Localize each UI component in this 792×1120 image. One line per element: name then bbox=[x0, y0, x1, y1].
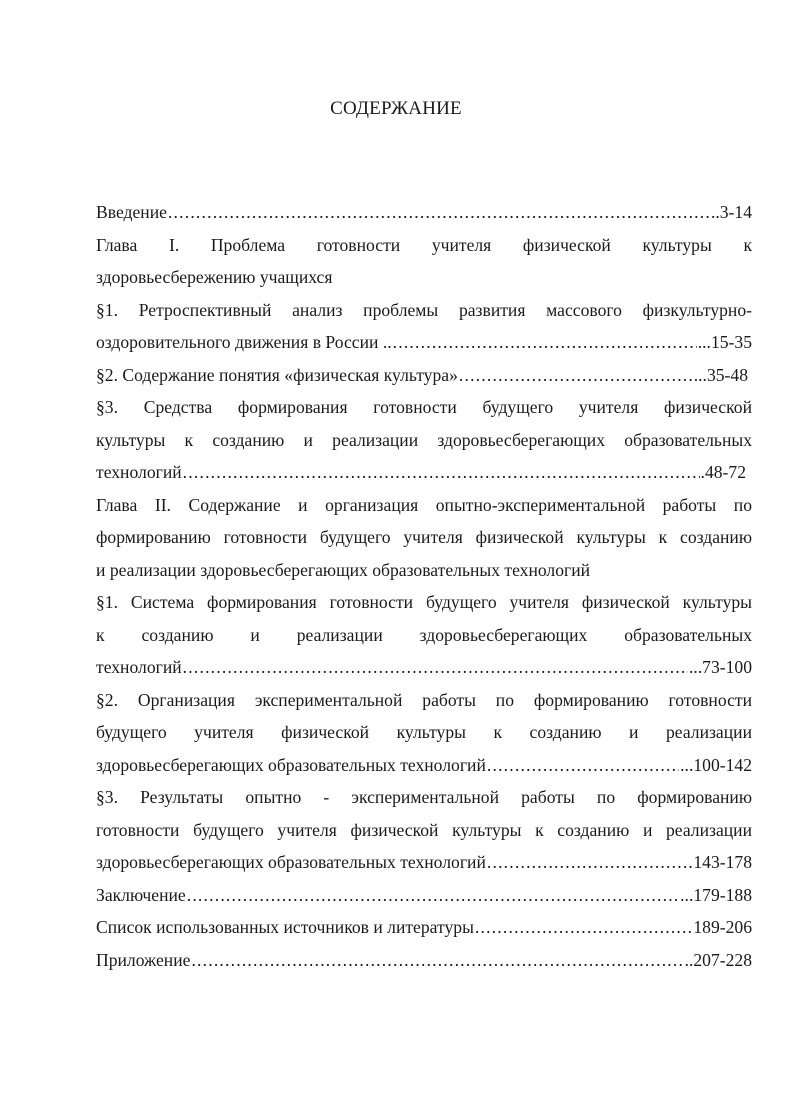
leader-dots bbox=[183, 456, 700, 489]
toc-entry-title: оздоровительного движения в России .. bbox=[96, 332, 392, 352]
toc-section-2-3-line-1: §3. Результаты опытно - экспериментальной работы по формированию bbox=[96, 787, 752, 807]
toc-entry-title: здоровьесберегающих образовательных технологий bbox=[96, 852, 486, 872]
toc-entry-pages: ..207-228 bbox=[684, 949, 752, 970]
toc-entry-pages: .48-72 bbox=[700, 462, 746, 482]
toc-entry-title: Заключение bbox=[96, 884, 186, 905]
toc-chapter-2-line-2: формированию готовности будущего учителя физической культуры к созданию bbox=[96, 527, 752, 547]
leader-dots bbox=[183, 651, 688, 684]
toc-section-1-1-line-1: §1. Ретроспективный анализ проблемы развития массового физкультурно- bbox=[96, 299, 752, 320]
toc-section-2-3-line-3 bbox=[96, 846, 752, 879]
toc-section-2-2-line-2: будущего учителя физической культуры к созданию и реализации bbox=[96, 722, 752, 742]
leader-dots bbox=[393, 326, 697, 359]
toc-entry-title: здоровьесберегающих образовательных технологий bbox=[96, 754, 486, 775]
toc-section-1-1-line-2 bbox=[96, 326, 752, 359]
toc-entry-pages: 143-178 bbox=[693, 852, 752, 872]
leader-dots bbox=[487, 846, 692, 879]
leader-dots bbox=[475, 911, 692, 944]
toc-section-1-2 bbox=[96, 359, 748, 392]
toc-entry-title: Введение bbox=[96, 202, 167, 222]
toc-section-1-3-line-1: §3. Средства формирования готовности будущего учителя физической bbox=[96, 397, 752, 417]
toc-entry-intro bbox=[96, 196, 752, 229]
toc-chapter-1-line-1: Глава I. Проблема готовности учителя физической культуры к bbox=[96, 234, 752, 255]
toc-entry-title: технологий bbox=[96, 462, 182, 482]
toc-entry-pages: ..3-14 bbox=[710, 202, 752, 222]
toc-section-2-1-line-3 bbox=[96, 651, 752, 684]
toc-chapter-2-line-1: Глава II. Содержание и организация опытно-экспериментальной работы по bbox=[96, 494, 752, 515]
toc-entry-pages: ...73-100 bbox=[688, 657, 752, 677]
toc-section-2-3-line-2: готовности будущего учителя физической культуры к созданию и реализации bbox=[96, 819, 752, 840]
table-of-contents bbox=[96, 196, 752, 976]
leader-dots bbox=[459, 359, 693, 392]
toc-entry-title: Приложение bbox=[96, 949, 191, 970]
leader-dots bbox=[187, 879, 679, 912]
toc-entry-title: технологий bbox=[96, 657, 182, 677]
toc-chapter-2-line-3: и реализации здоровьесберегающих образовательных технологий bbox=[96, 559, 591, 580]
toc-entry-appendix bbox=[96, 944, 752, 977]
toc-entry-conclusion bbox=[96, 879, 752, 912]
toc-entry-sources bbox=[96, 911, 752, 944]
toc-entry-pages: ...179-188 bbox=[680, 884, 752, 905]
page-title: СОДЕРЖАНИЕ bbox=[330, 98, 462, 119]
toc-entry-title: §2. Содержание понятия «физическая культура» bbox=[96, 364, 458, 385]
toc-section-2-1-line-2: к созданию и реализации здоровьесберегающих образовательных bbox=[96, 624, 752, 645]
toc-section-2-1-line-1: §1. Система формирования готовности будущего учителя физической культуры bbox=[96, 592, 752, 612]
leader-dots bbox=[487, 749, 679, 782]
toc-entry-pages: ...15-35 bbox=[697, 332, 752, 352]
toc-section-1-3-line-2: культуры к созданию и реализации здоровьесберегающих образовательных bbox=[96, 429, 752, 450]
toc-section-2-2-line-1: §2. Организация экспериментальной работы по формированию готовности bbox=[96, 689, 752, 710]
toc-entry-pages: ...35-48 bbox=[693, 364, 748, 385]
leader-dots bbox=[191, 944, 683, 977]
toc-entry-title: Список использованных источников и литературы bbox=[96, 917, 474, 937]
toc-section-2-2-line-3 bbox=[96, 749, 752, 782]
toc-entry-pages: 189-206 bbox=[693, 917, 752, 937]
toc-section-1-3-line-3 bbox=[96, 456, 746, 489]
toc-chapter-1-line-2: здоровьесбережению учащихся bbox=[96, 267, 333, 287]
leader-dots bbox=[168, 196, 710, 229]
toc-entry-pages: ...100-142 bbox=[680, 754, 752, 775]
